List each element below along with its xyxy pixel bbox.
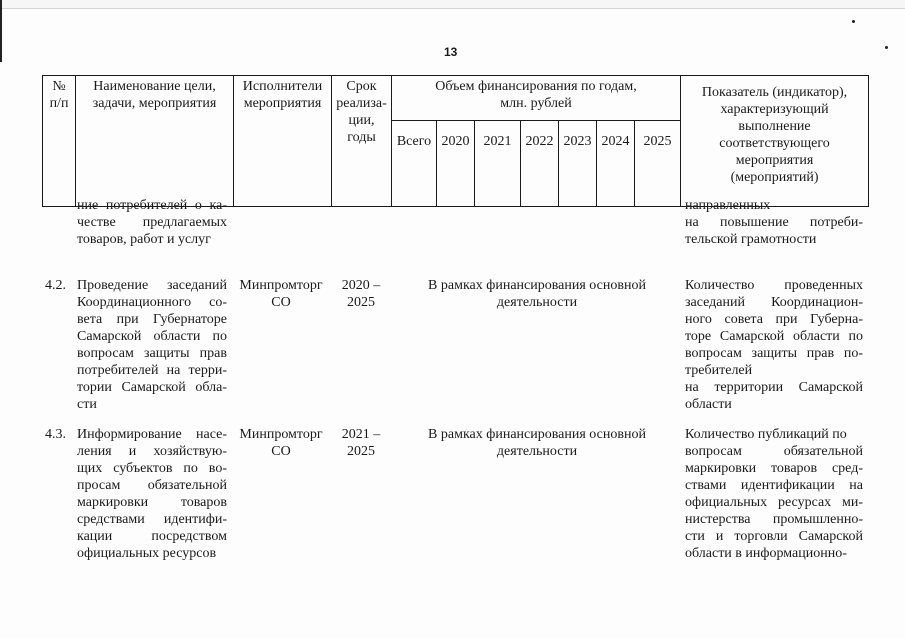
- header-num: № п/п: [43, 76, 76, 207]
- scan-speck: [885, 46, 888, 49]
- header-year: 2024: [597, 121, 635, 207]
- row-term: 2020 – 2025: [341, 278, 381, 310]
- row-number: 4.3.: [45, 427, 66, 442]
- header-year: 2022: [521, 121, 559, 207]
- row-executor: Минпромторг СО: [239, 278, 323, 310]
- row-indicator-cell: Количество проведенных заседаний Координацион- ного совета при Губерна- торе Самарской области по вопросам защиты прав по- требителей на территории Самарской области: [685, 278, 863, 412]
- header-term: Срок реализа- ции, годы: [332, 76, 392, 207]
- row-number: 4.2.: [45, 278, 66, 293]
- row-executor: Минпромторг СО: [239, 427, 323, 459]
- scan-speck: [852, 20, 855, 23]
- cont-indicator-cell: направленных на повышение потреби- тельской грамотности: [685, 198, 863, 247]
- header-indicator: Показатель (индикатор), характеризующий выполнение соответствующего мероприятия (мероприятий): [681, 76, 869, 207]
- header-year: 2025: [635, 121, 681, 207]
- header-executors: Исполнители мероприятия: [234, 76, 332, 207]
- row-term: 2021 – 2025: [341, 427, 381, 459]
- scan-left-edge: [0, 0, 2, 62]
- cont-name-cell: ние потребителей о ка- честве предлагаемых товаров, работ и услуг: [77, 198, 227, 247]
- header-year: Всего: [392, 121, 437, 207]
- page-number: 13: [444, 45, 458, 59]
- header-year: 2020: [437, 121, 475, 207]
- table-header: [42, 75, 869, 207]
- row-name-cell: Информирование насе- ления и хозяйствую- щих субъектов по во- просам обязательной маркировки товаров средствами идентифи- кации посредством официальных ресурсов: [77, 427, 227, 561]
- row-funding: В рамках финансирования основной деятельности: [428, 278, 646, 310]
- scan-top-edge: [0, 0, 905, 9]
- header-year: 2021: [475, 121, 521, 207]
- row-name-cell: Проведение заседаний Координационного со- вета при Губернаторе Самарской области по вопросам защиты прав потребителей на терри- тории Самарской обла- сти: [77, 278, 227, 412]
- row-funding: В рамках финансирования основной деятельности: [428, 427, 646, 459]
- row-indicator-cell: Количество публикаций по вопросам обязательной маркировки товаров сред- ствами идентификации на официальных ресурсах ми- нистерства промышленно- сти и торговли Самарской области в информационно-: [685, 427, 863, 561]
- header-year: 2023: [559, 121, 597, 207]
- header-name: Наименование цели, задачи, мероприятия: [76, 76, 234, 207]
- header-funding: Объем финансирования по годам, млн. рублей: [392, 76, 681, 121]
